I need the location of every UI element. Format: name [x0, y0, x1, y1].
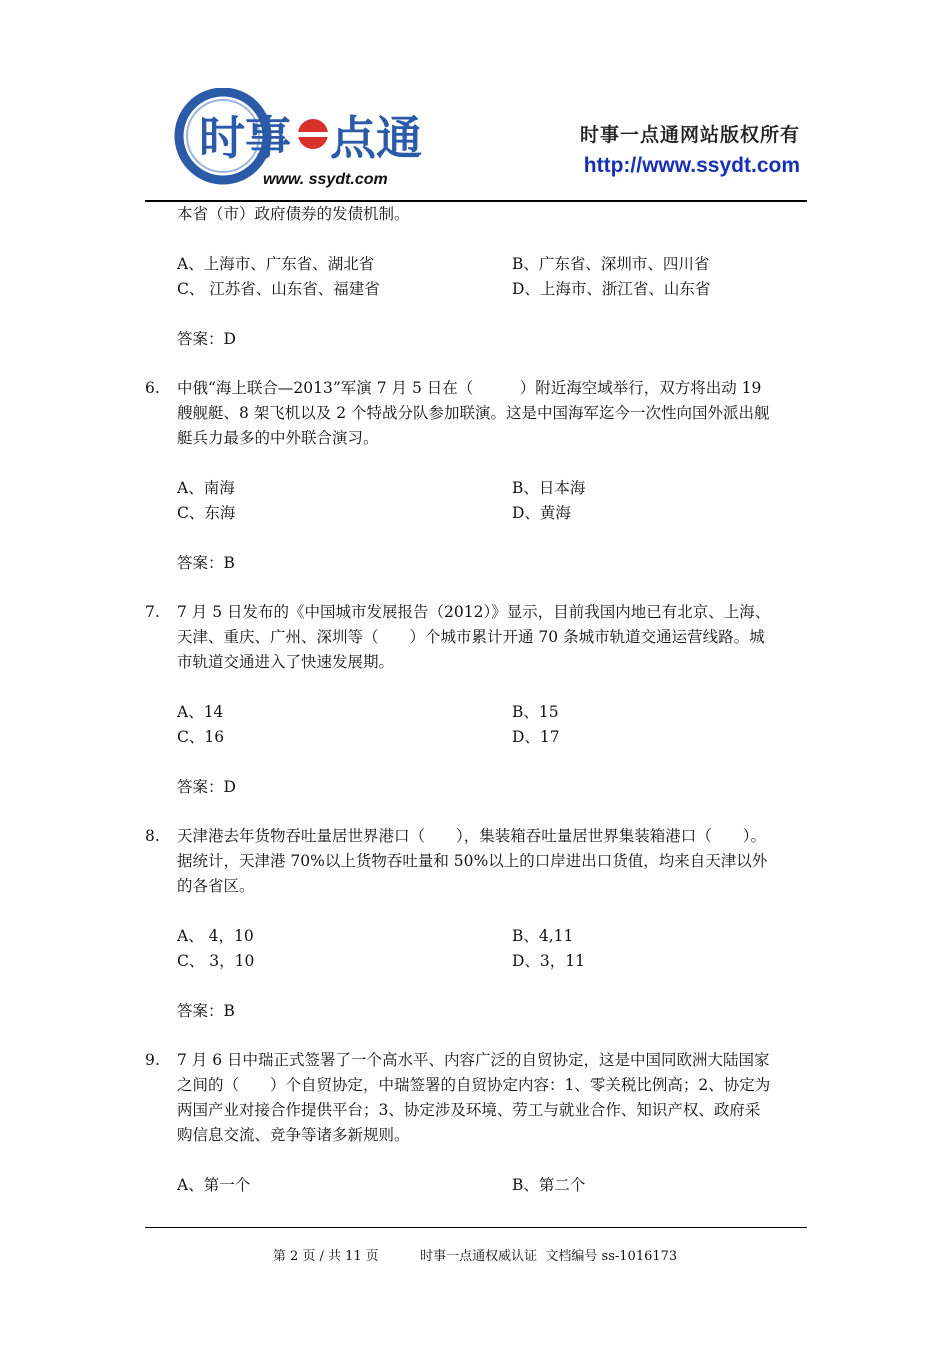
header-right — [520, 120, 800, 178]
logo-graphic — [173, 88, 438, 193]
question-line: 7 月 6 日中瑞正式签署了一个高水平、内容广泛的自贸协定，这是中国同欧洲大陆国家 — [177, 1051, 770, 1069]
question-number: 8. — [145, 827, 160, 845]
option-a: A、14 — [177, 703, 224, 721]
option-b: B、4,11 — [512, 927, 574, 945]
copyright-text: 时事一点通网站版权所有 — [579, 124, 800, 146]
answer: 答案：D — [177, 778, 236, 796]
question-line: 天津港去年货物吞吐量居世界港口（ ），集装箱吞吐量居世界集装箱港口（ ）。 — [177, 827, 767, 845]
logo-title-part2: 点通 — [330, 111, 422, 165]
page-footer — [0, 1245, 950, 1264]
option-c: C、 江苏省、山东省、福建省 — [177, 280, 380, 298]
question-line: 据统计，天津港 70%以上货物吞吐量和 50%以上的口岸进出口货值，均来自天津以外 — [177, 852, 768, 870]
page-info: 第 2 页 / 共 11 页 — [272, 1249, 379, 1264]
question-number: 6. — [145, 379, 160, 397]
site-logo — [173, 88, 438, 193]
answer: 答案：B — [177, 1002, 235, 1020]
option-c: C、东海 — [177, 504, 236, 522]
option-b: B、广东省、深圳市、四川省 — [512, 255, 710, 273]
question-line: 的各省区。 — [177, 877, 255, 895]
question-text — [177, 1048, 809, 1148]
option-a: A、南海 — [177, 479, 235, 497]
question-text — [177, 824, 809, 899]
continuation-text: 本省（市）政府债券的发债机制。 — [177, 205, 410, 223]
option-b: B、日本海 — [512, 479, 586, 497]
option-b: B、15 — [512, 703, 559, 721]
option-c: C、 3，10 — [177, 952, 255, 970]
question-text — [177, 600, 809, 675]
question-line: 中俄“海上联合—2013”军演 7 月 5 日在（ ）附近海空域举行，双方将出动 19 — [177, 379, 762, 397]
question-line: 两国产业对接合作提供平台；3、协定涉及环境、劳工与就业合作、知识产权、政府采 — [177, 1101, 761, 1119]
certification-text: 时事一点通权威认证 文档编号 ss-1016173 — [420, 1249, 678, 1264]
question-number: 7. — [145, 603, 160, 621]
question-line: 艘舰艇、8 架飞机以及 2 个特战分队参加联演。这是中国海军迄今一次性向国外派出舰 — [177, 404, 770, 422]
question-line: 市轨道交通进入了快速发展期。 — [177, 653, 395, 671]
footer-divider — [145, 1227, 807, 1228]
option-a: A、第一个 — [177, 1176, 251, 1194]
option-a: A、上海市、广东省、湖北省 — [177, 255, 375, 273]
question-line: 购信息交流、竞争等诸多新规则。 — [177, 1126, 410, 1144]
answer: 答案：B — [177, 554, 235, 572]
option-d: D、上海市、浙江省、山东省 — [512, 280, 711, 298]
question-text — [177, 376, 809, 451]
logo-title-part1: 时事 — [199, 111, 291, 165]
option-d: D、3，11 — [512, 952, 586, 970]
option-d: D、黄海 — [512, 504, 571, 522]
website-link[interactable]: http://www.ssydt.com — [583, 154, 800, 177]
logo-url: www. ssydt.com — [263, 171, 388, 188]
question-line: 7 月 5 日发布的《中国城市发展报告（2012）》显示，目前我国内地已有北京、上海、 — [177, 603, 771, 621]
option-a: A、 4，10 — [177, 927, 254, 945]
question-line: 之间的（ ）个自贸协定，中瑞签署的自贸协定内容：1、零关税比例高；2、协定为 — [177, 1076, 771, 1094]
option-b: B、第二个 — [512, 1176, 586, 1194]
question-line: 天津、重庆、广州、深圳等（ ）个城市累计开通 70 条城市轨道交通运营线路。城 — [177, 628, 765, 646]
option-d: D、17 — [512, 728, 560, 746]
option-c: C、16 — [177, 728, 225, 746]
answer: 答案：D — [177, 330, 236, 348]
question-line: 艇兵力最多的中外联合演习。 — [177, 429, 379, 447]
question-number: 9. — [145, 1051, 160, 1069]
